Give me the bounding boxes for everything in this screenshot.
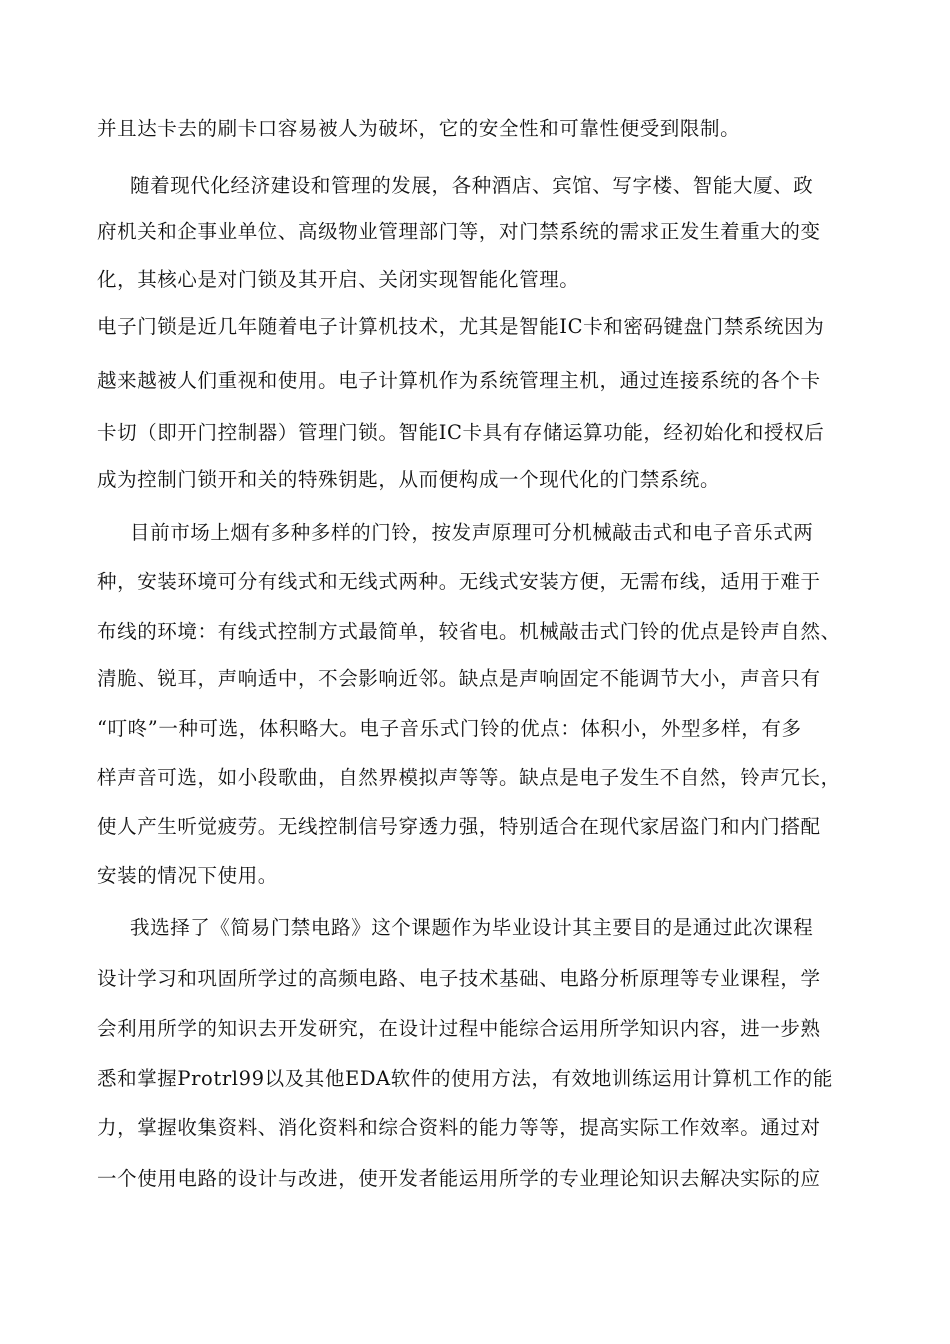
- text-line: 越来越被人们重视和使用。电子计算机作为系统管理主机，通过连接系统的各个卡: [97, 369, 821, 392]
- text-line: 卡切（即开门控制器）管理门锁。智能IC卡具有存储运算功能，经初始化和授权后: [97, 421, 825, 444]
- text-line: 设计学习和巩固所学过的高频电路、电子技术基础、电路分析原理等专业课程，学: [97, 967, 821, 990]
- text-line: 府机关和企事业单位、高级物业管理部门等，对门禁系统的需求正发生着重大的变: [97, 220, 821, 243]
- text-line: 使人产生听觉疲劳。无线控制信号穿透力强，特别适合在现代家居盗门和内门搭配: [97, 815, 821, 838]
- text-line: 一个使用电路的设计与改进，使开发者能运用所学的专业理论知识去解决实际的应: [97, 1167, 821, 1190]
- text-line: 样声音可选，如小段歌曲，自然界模拟声等等。缺点是电子发生不自然，铃声冗长，: [97, 766, 841, 789]
- text-line: 成为控制门锁开和关的特殊钥匙，从而便构成一个现代化的门禁系统。: [97, 468, 721, 491]
- text-line: 力，掌握收集资料、消化资料和综合资料的能力等等，提高实际工作效率。通过对: [97, 1116, 821, 1139]
- text-line: 化，其核心是对门锁及其开启、关闭实现智能化管理。: [97, 268, 580, 291]
- text-line: 悉和掌握Protrl99以及其他EDA软件的使用方法，有效地训练运用计算机工作的能: [97, 1067, 833, 1090]
- text-line: 电子门锁是近几年随着电子计算机技术，尤其是智能IC卡和密码键盘门禁系统因为: [97, 315, 825, 338]
- text-line: 我选择了《简易门禁电路》这个课题作为毕业设计其主要目的是通过此次课程: [130, 916, 814, 939]
- text-line: 种，安装环境可分有线式和无线式两种。无线式安装方便，无需布线，适用于难于: [97, 570, 821, 593]
- text-line: 布线的环境：有线式控制方式最简单，较省电。机械敲击式门铃的优点是铃声自然、: [97, 620, 841, 643]
- text-line: 随着现代化经济建设和管理的发展，各种酒店、宾馆、写字楼、智能大厦、政: [130, 174, 814, 197]
- text-line: 目前市场上烟有多种多样的门铃，按发声原理可分机械敲击式和电子音乐式两: [130, 521, 814, 544]
- text-line: 清脆、锐耳，声响适中，不会影响近邻。缺点是声响固定不能调节大小，声音只有: [97, 667, 821, 690]
- text-line: “叮咚”一种可选，体积略大。电子音乐式门铃的优点：体积小，外型多样，有多: [97, 717, 802, 740]
- text-line: 并且达卡去的刷卡口容易被人为破坏，它的安全性和可靠性便受到限制。: [97, 117, 741, 140]
- text-line: 安装的情况下使用。: [97, 864, 278, 887]
- text-line: 会利用所学的知识去开发研究，在设计过程中能综合运用所学知识内容，进一步熟: [97, 1017, 821, 1040]
